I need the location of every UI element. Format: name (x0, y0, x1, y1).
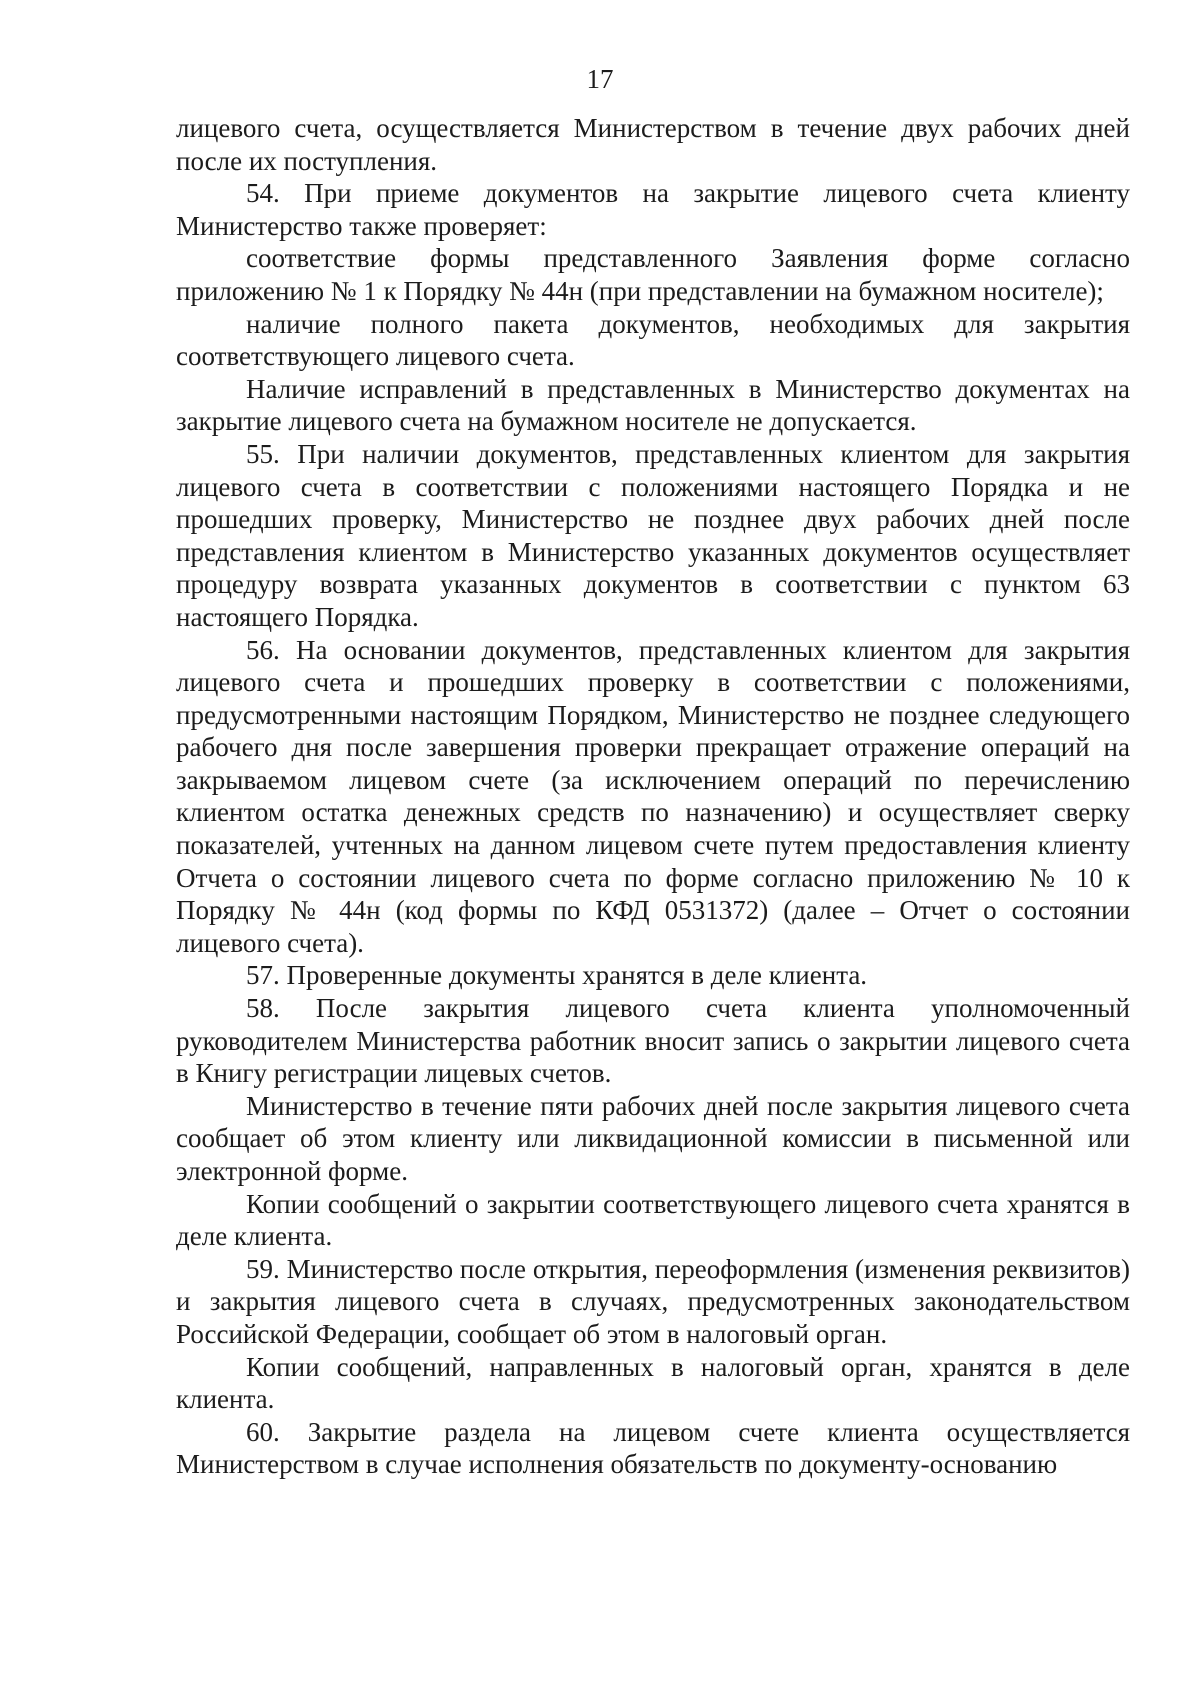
paragraph-package-check: наличие полного пакета документов, необходимых для закрытия соответствующего лицевого счета. (176, 308, 1130, 372)
paragraph-notification: Министерство в течение пяти рабочих дней после закрытия лицевого счета сообщает об этом клиенту или ликвидационной комиссии в письменной или электронной форме. (176, 1090, 1130, 1186)
paragraph-59-continuation: и закрытия лицевого счета в случаях, предусмотренных законодательством Российской Федерации, сообщает об этом в налоговый орган. (176, 1286, 1130, 1349)
paragraph-copies-closing: Копии сообщений о закрытии соответствующего лицевого счета хранятся в деле клиента. (176, 1188, 1130, 1252)
page-number: 17 (586, 64, 614, 94)
paragraph-54: 54. При приеме документов на закрытие лицевого счета клиенту Министерство также проверяет: (176, 178, 1130, 241)
paragraph-copies-tax: Копии сообщений, направленных в налоговый орган, хранятся в деле клиента. (176, 1351, 1130, 1415)
paragraph-corrections: Наличие исправлений в представленных в Министерство документах на закрытие лицевого счета на бумажном носителе не допускается. (176, 373, 1130, 437)
paragraph-58: 58. После закрытия лицевого счета клиента уполномоченный руководителем Министерства работник вносит запись о закрытии лицевого счета в Книгу регистрации лицевых счетов. (176, 993, 1130, 1089)
paragraph-60: 60. Закрытие раздела на лицевом счете клиента осуществляется Министерством в случае исполнения обязательств по документу-основанию (176, 1416, 1130, 1480)
paragraph-56: 56. На основании документов, представленных клиентом для закрытия лицевого счета и прошедших проверку в соответствии с положениями, предусмотренными настоящим Порядком, Министерство не позднее следующего рабочего дня после завершения проверки прекращает отражение операций на закрываемом лицевом счете (за исключением операций по перечислению клиентом остатка денежных средств по назначению) и осуществляет сверку показателей, учтенных на данном лицевом счете путем предоставления клиенту Отчета о состоянии лицевого счета по форме согласно приложению № 10 к Порядку № 44н (код формы по КФД 0531372) (далее – Отчет о состоянии лицевого счета). (176, 634, 1130, 958)
paragraph-form-check: соответствие формы представленного Заявления форме согласно приложению № 1 к Порядку № 44н (при представлении на бумажном носителе); (176, 243, 1130, 306)
paragraph-57: 57. Проверенные документы хранятся в деле клиента. (246, 960, 868, 991)
paragraph-55: 55. При наличии документов, представленных клиентом для закрытия лицевого счета в соответствии с положениями настоящего Порядка и не прошедших проверку, Министерство не позднее двух рабочих дней после представления клиентом в Министерство указанных документов осуществляет процедуру возврата указанных документов в соответствии с пунктом 63 настоящего Порядка. (176, 438, 1130, 632)
document-body (176, 112, 1130, 1481)
paragraph-59: 59. Министерство после открытия, переоформления (изменения реквизитов) (246, 1253, 1130, 1284)
paragraph-continuation: лицевого счета, осуществляется Министерством в течение двух рабочих дней после их поступления. (176, 113, 1130, 176)
